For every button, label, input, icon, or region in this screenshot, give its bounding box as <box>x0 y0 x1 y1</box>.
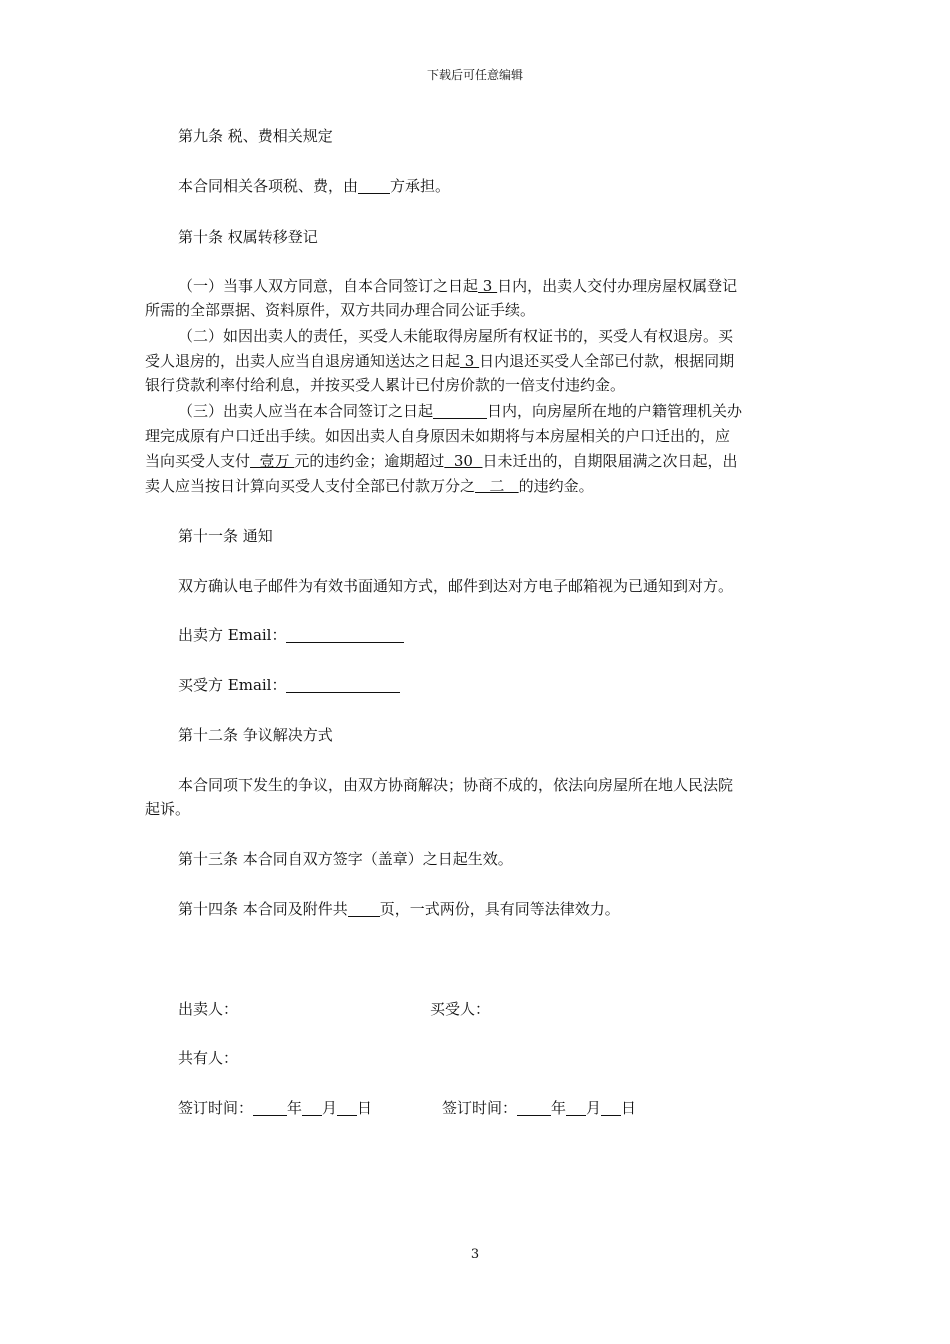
article-13-text: 第十三条 本合同自双方签字（盖章）之日起生效。 <box>178 850 513 868</box>
day-blank <box>337 1099 357 1116</box>
year-blank <box>517 1099 551 1116</box>
p1-days-value: 3 <box>478 277 498 295</box>
article-10-p2-line3: 银行贷款利率付给利息，并按买受人累计已付房价款的一倍支付违约金。 <box>145 376 626 394</box>
article-10-p2-line2 <box>145 349 734 373</box>
seller-email-row <box>178 623 404 647</box>
page-number: 3 <box>470 1247 480 1262</box>
article-9-text-after: 方承担。 <box>390 177 451 195</box>
p2-text-a: 受人退房的，出卖人应当自退房通知送达之日起 <box>145 352 461 370</box>
buyer-sign-time <box>442 1096 636 1120</box>
article-10-p3-line4 <box>145 474 594 498</box>
article-10-p2-line1: （二）如因出卖人的责任，买受人未能取得房屋所有权证书的，买受人有权退房。买 <box>178 327 734 345</box>
day-label: 日 <box>621 1099 637 1117</box>
article-12-line2: 起诉。 <box>145 800 191 818</box>
p2-days-value: 3 <box>460 352 480 370</box>
page-count-blank <box>348 900 380 917</box>
article-14-text-before: 第十四条 本合同及附件共 <box>178 900 348 918</box>
p1-text-b: 日内，出卖人交付办理房屋权属登记 <box>497 277 738 295</box>
article-10-title: 第十条 权属转移登记 <box>178 228 318 246</box>
co-owner-label: 共有人： <box>178 1049 239 1067</box>
p3-l4-text-b: 的违约金。 <box>518 477 594 495</box>
article-12-line1: 本合同项下发生的争议，由双方协商解决；协商不成的，依法向房屋所在地人民法院 <box>178 776 734 794</box>
article-10-p3-line1 <box>178 399 742 423</box>
day-blank <box>601 1099 621 1116</box>
seller-email-blank <box>286 626 404 643</box>
month-label: 月 <box>586 1099 602 1117</box>
overdue-days-value: 30 <box>444 452 483 470</box>
penalty-amount-value: 壹万 <box>250 452 295 470</box>
article-9-text-before: 本合同相关各项税、费，由 <box>178 177 359 195</box>
year-blank <box>253 1099 287 1116</box>
sign-time-label: 签订时间： <box>178 1099 254 1117</box>
p3-l3-text-b: 元的违约金；逾期超过 <box>294 452 445 470</box>
article-11-text: 双方确认电子邮件为有效书面通知方式，邮件到达对方电子邮箱视为已通知到对方。 <box>178 577 734 595</box>
article-14-text-after: 页，一式两份，具有同等法律效力。 <box>379 900 620 918</box>
seller-sign-time <box>178 1096 372 1120</box>
article-11-title: 第十一条 通知 <box>178 527 273 545</box>
article-9-title: 第九条 税、费相关规定 <box>178 127 333 145</box>
daily-rate-value: 二 <box>475 477 519 495</box>
p1-text-a: （一）当事人双方同意，自本合同签订之日起 <box>178 277 479 295</box>
article-10-p3-line2: 理完成原有户口迁出手续。如因出卖人自身原因未如期将与本房屋相关的户口迁出的，应 <box>145 427 731 445</box>
year-label: 年 <box>551 1099 567 1117</box>
p2-text-b: 日内退还买受人全部已付款，根据同期 <box>479 352 735 370</box>
sign-time-label: 签订时间： <box>442 1099 518 1117</box>
p3-days-blank <box>433 402 487 419</box>
day-label: 日 <box>357 1099 373 1117</box>
p3-l3-text-a: 当向买受人支付 <box>145 452 251 470</box>
article-12-title: 第十二条 争议解决方式 <box>178 726 333 744</box>
buyer-email-row <box>178 673 400 697</box>
article-10-p1-line2: 所需的全部票据、资料原件，双方共同办理合同公证手续。 <box>145 301 536 319</box>
article-14-text <box>178 897 620 921</box>
month-blank <box>566 1099 586 1116</box>
month-label: 月 <box>322 1099 338 1117</box>
month-blank <box>302 1099 322 1116</box>
buyer-email-blank <box>286 676 400 693</box>
article-10-p1-line1 <box>178 274 737 298</box>
year-label: 年 <box>287 1099 303 1117</box>
article-9-text <box>178 174 450 198</box>
p3-l4-text-a: 卖人应当按日计算向买受人支付全部已付款万分之 <box>145 477 476 495</box>
p3-l3-text-c: 日未迁出的，自期限届满之次日起，出 <box>482 452 738 470</box>
buyer-email-label: 买受方 Email： <box>178 676 287 694</box>
seller-email-label: 出卖方 Email： <box>178 626 287 644</box>
p3-text-a: （三）出卖人应当在本合同签订之日起 <box>178 402 434 420</box>
tax-party-blank <box>358 177 390 194</box>
seller-signature-label: 出卖人： <box>178 1000 239 1018</box>
article-10-p3-line3 <box>145 449 738 473</box>
page-header: 下载后可任意编辑 <box>426 68 523 82</box>
p3-text-b: 日内，向房屋所在地的户籍管理机关办 <box>487 402 743 420</box>
buyer-signature-label: 买受人： <box>430 1000 491 1018</box>
